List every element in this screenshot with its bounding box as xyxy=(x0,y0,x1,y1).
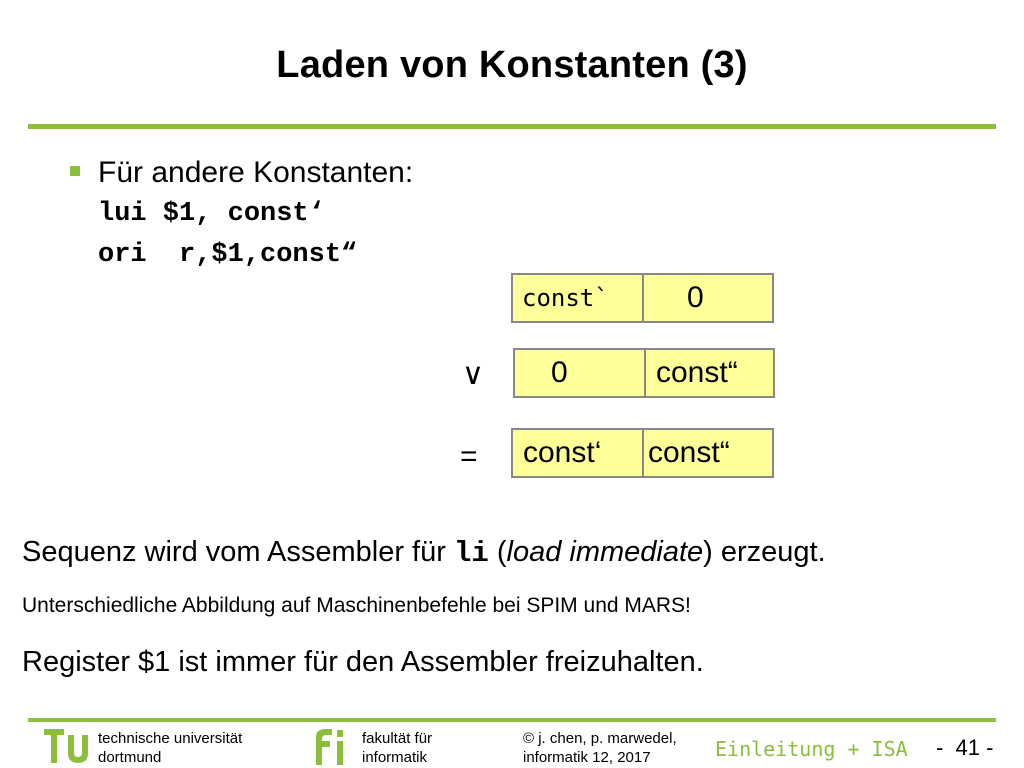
register-2-upper xyxy=(515,350,646,396)
slide-title: Laden von Konstanten (3) xyxy=(276,44,748,86)
load-immediate-term: load immediate xyxy=(506,536,704,568)
page-number: - 41 - xyxy=(936,735,994,760)
tu-logo-icon xyxy=(44,725,92,765)
topic-label: Einleitung + ISA xyxy=(715,737,908,761)
register-1-upper xyxy=(513,275,644,321)
register-1-upper-value: const` xyxy=(522,284,609,312)
title-divider xyxy=(28,124,996,129)
fi-line-1: fakultät für xyxy=(362,730,433,747)
code-line-lui: lui $1, const‘ xyxy=(98,199,325,229)
register-row-2 xyxy=(513,348,775,398)
register-3-lower xyxy=(644,430,772,476)
or-operator: ∨ xyxy=(462,358,484,391)
register-2-lower xyxy=(646,350,773,396)
fi-name xyxy=(362,729,432,767)
fi-line-2: informatik xyxy=(362,749,428,766)
p1-space: ( xyxy=(488,536,507,568)
bullet-square-icon xyxy=(70,166,80,176)
register-2-upper-value: 0 xyxy=(551,356,568,389)
register-reserved-text: Register $1 ist immer für den Assembler freizuhalten. xyxy=(22,646,704,678)
register-3-upper xyxy=(513,430,644,476)
fi-logo-icon xyxy=(310,725,356,767)
register-3-lower-value: const“ xyxy=(648,436,730,469)
copyright-line-1: © j. chen, p. marwedel, xyxy=(523,730,677,747)
copyright-line-2: informatik 12, 2017 xyxy=(523,749,651,766)
tu-line-2: dortmund xyxy=(98,749,162,766)
copyright xyxy=(523,729,677,767)
li-code: li xyxy=(453,537,489,570)
p1-before: Sequenz wird vom Assembler für xyxy=(22,536,454,568)
footer-divider xyxy=(28,718,996,722)
tu-name xyxy=(98,729,242,767)
register-row-1 xyxy=(511,273,774,323)
equals-operator: = xyxy=(460,440,478,473)
register-2-lower-value: const“ xyxy=(656,356,738,389)
bullet-text: Für andere Konstanten: xyxy=(98,156,414,189)
register-3-upper-value: const‘ xyxy=(523,436,602,469)
p1-after: ) erzeugt. xyxy=(703,536,826,568)
code-line-ori: ori r,$1,const“ xyxy=(98,240,358,270)
spim-mars-note: Unterschiedliche Abbildung auf Maschinenbefehle bei SPIM und MARS! xyxy=(22,594,691,617)
assembler-sequence-text xyxy=(22,536,826,570)
register-row-3 xyxy=(511,428,774,478)
register-1-lower-value: 0 xyxy=(687,281,704,314)
register-1-lower xyxy=(644,275,772,321)
tu-line-1: technische universität xyxy=(98,730,243,747)
